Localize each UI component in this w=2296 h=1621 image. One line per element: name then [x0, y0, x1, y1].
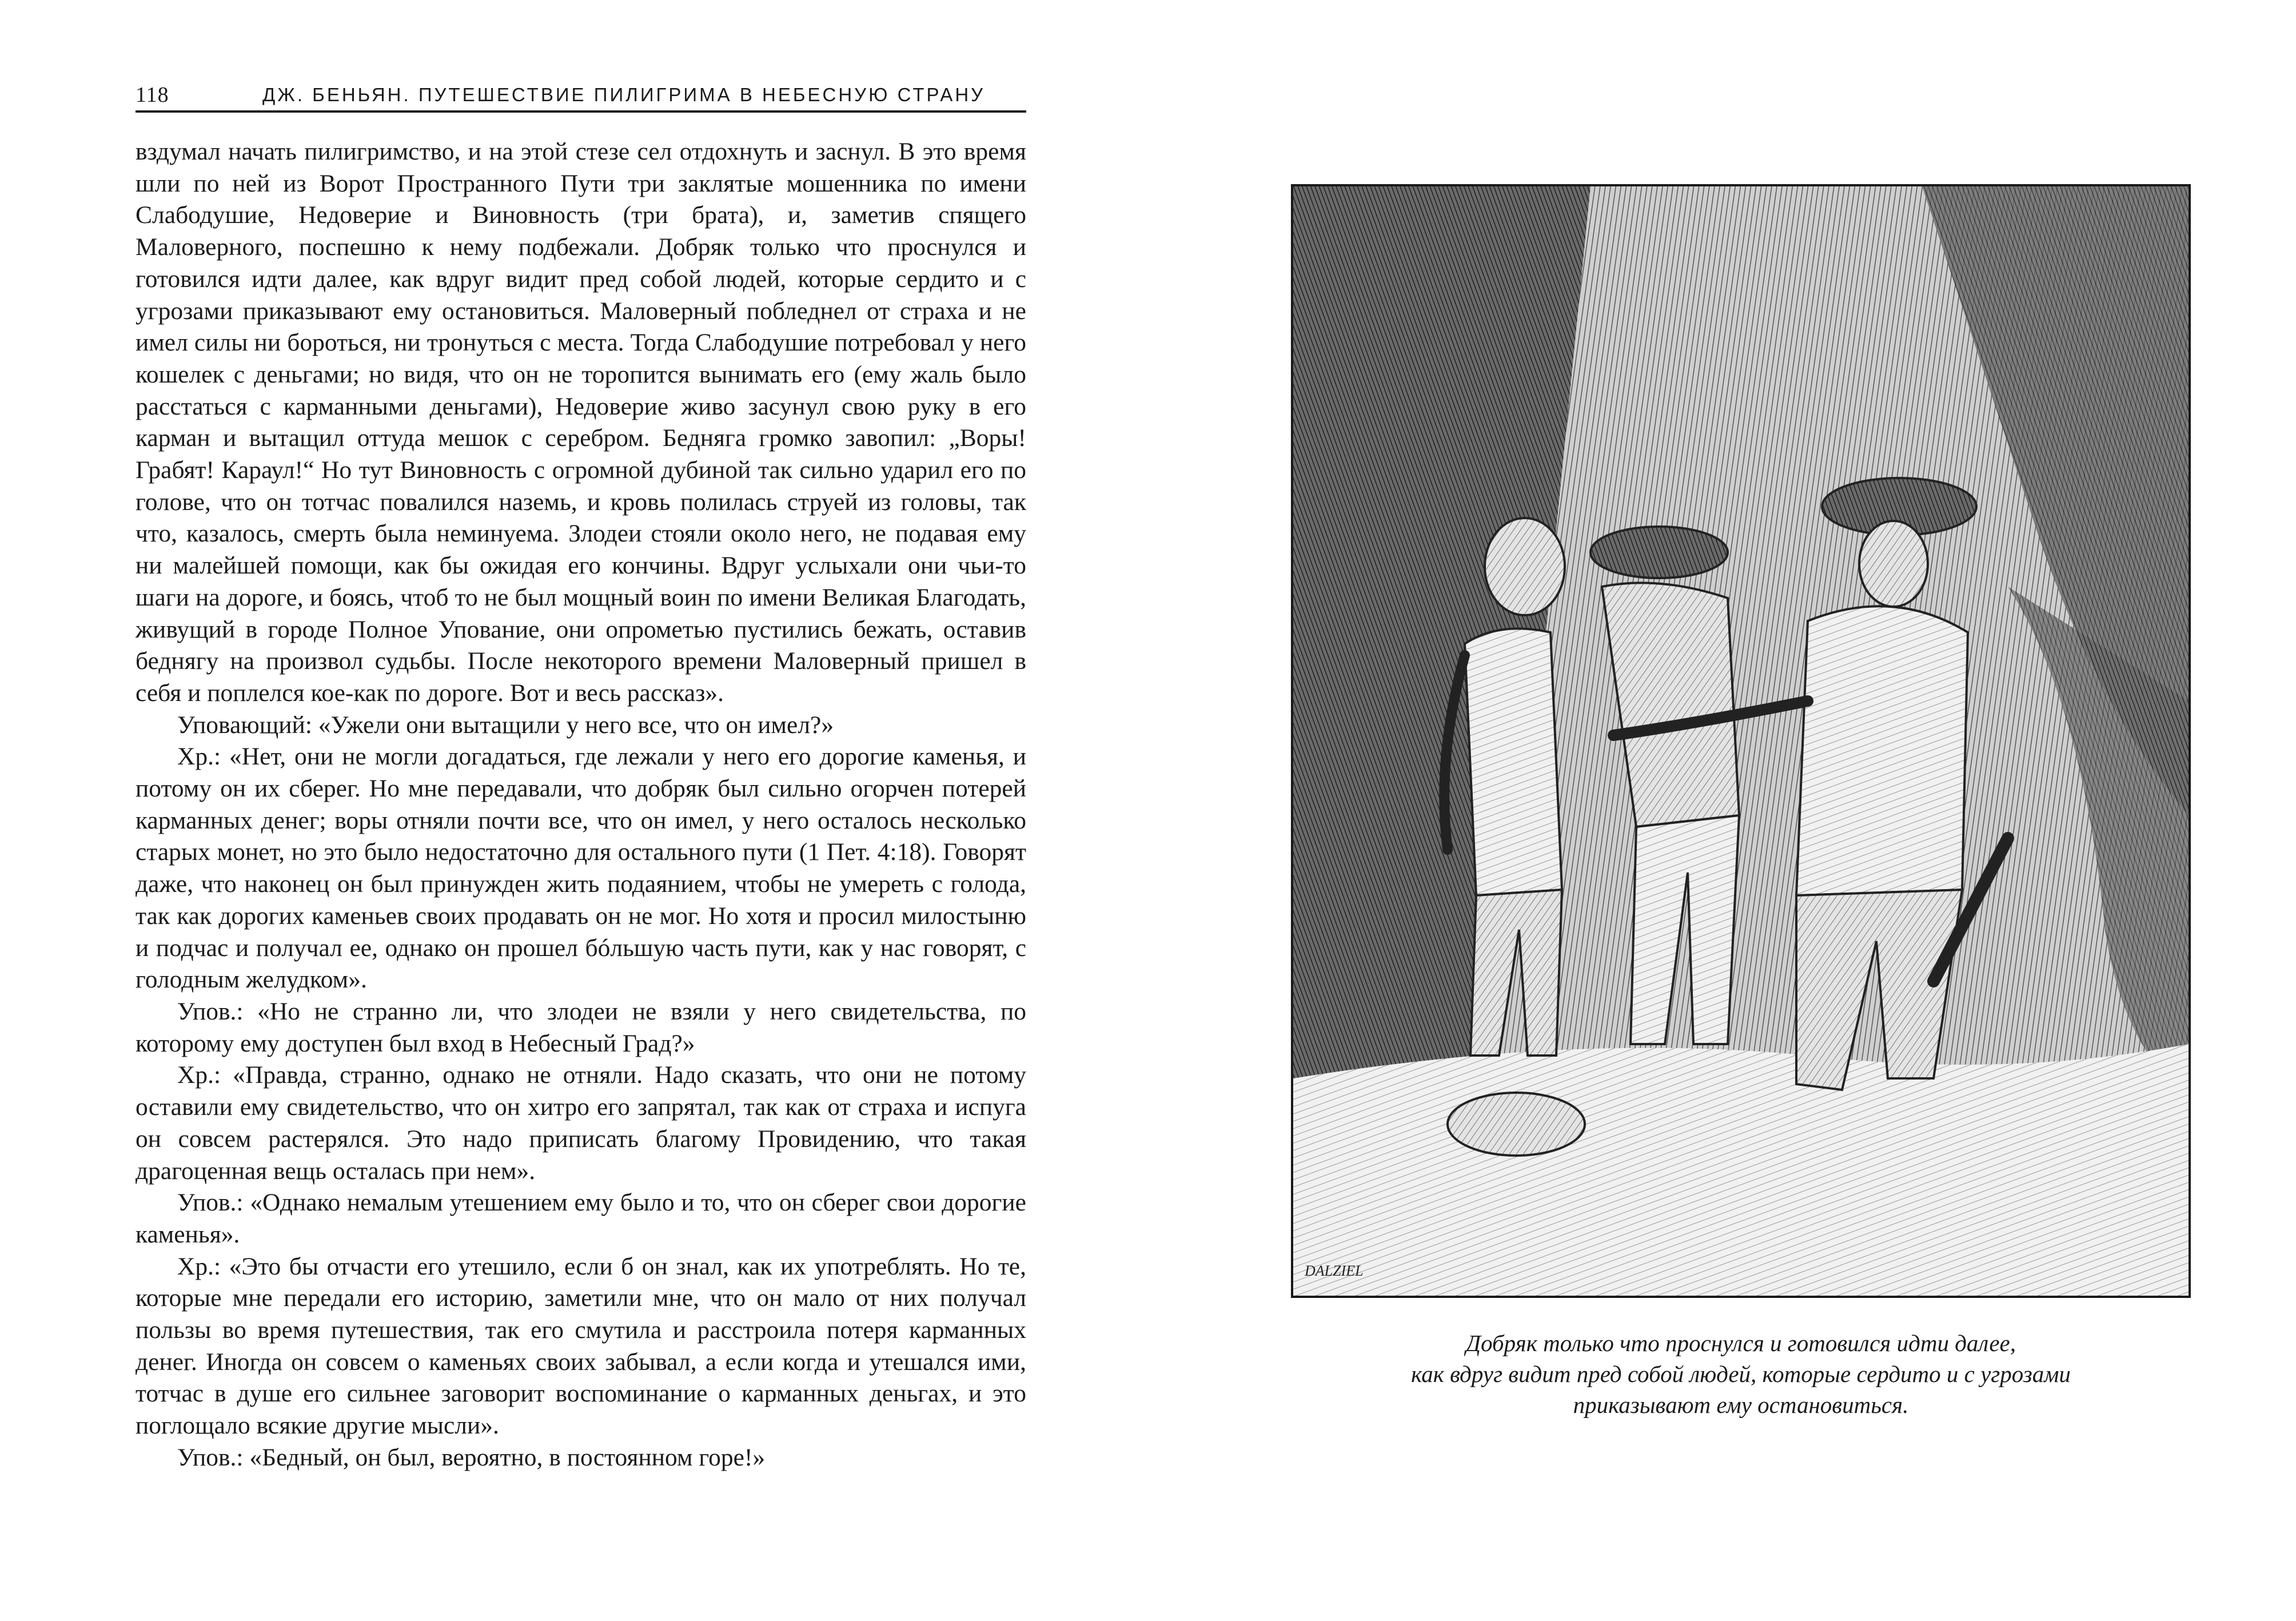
caption-line: Добряк только что проснулся и готовился идти далее, — [1466, 1330, 2016, 1356]
paragraph-dialogue: Хр.: «Правда, странно, однако не отняли. Надо сказать, что они не потому оставили ему свидетельство, что он хитро его запрятал, так как от страха и испуга он совсем растерялся. Это надо приписать благому Провидению, что такая драгоценная вещь осталась при нем». — [135, 1061, 1026, 1185]
body-text — [135, 136, 1026, 1474]
paragraph-dialogue: Упов.: «Бедный, он был, вероятно, в постоянном горе!» — [177, 1443, 766, 1471]
page-number: 118 — [135, 83, 169, 107]
running-head — [135, 81, 1026, 113]
paragraph-dialogue: Упов.: «Однако немалым утешением ему было и то, что он сберег свои дорогие каменья». — [135, 1189, 1026, 1248]
paragraph-dialogue: Уповающий: «Ужели они вытащили у него все, что он имел?» — [177, 711, 834, 739]
caption-line: приказывают ему остановиться. — [1573, 1392, 1909, 1418]
paragraph-narrative: вздумал начать пилигримство, и на этой стезе сел отдохнуть и заснул. В это время шли по ней из Ворот Пространного Пути три заклятые мошенника по имени Слабодушие, Недоверие и Виновность (три брата), и, заметив спящего Маловерного, поспешно к нему подбежали. Добряк только что проснулся и готовился идти далее, как вдруг видит пред собой людей, которые сердито и с угрозами приказывают ему остановиться. Маловерный побледнел от страха и не имел силы ни бороться, ни тронуться с места. Тогда Слабодушие потребовал у него кошелек с деньгами; но видя, что он не торопится вынимать его (ему жаль было расстаться с карманными деньгами), Недоверие живо засунул свою руку в его карман и вытащил оттуда мешок с серебром. Бедняга громко завопил: „Воры! Грабят! Караул!“ Но тут Виновность с огромной дубиной так сильно ударил его по голове, что он тотчас повалился наземь, и кровь полилась струей из головы, так что, казалось, смерть была неминуема. Злодеи стояли около него, не подавая ему ни малейшей помощи, как бы ожидая его кончины. Вдруг услыхали они чьи-то шаги на дороге, и боясь, чтоб то не был мощный воин по имени Великая Благодать, живущий в городе Полное Упование, они опрометью пустились бежать, оставив беднягу на произвол судьбы. После некоторого времени Маловерный пришел в себя и поплелся кое-как по дороге. Вот и весь рассказ». — [135, 138, 1026, 707]
paragraph-dialogue: Упов.: «Но не странно ли, что злодеи не взяли у него свидетельства, по которому ему доступен был вход в Небесный Град?» — [135, 997, 1026, 1057]
engraving-illustration — [1291, 184, 2191, 1298]
right-page — [1148, 0, 2296, 1621]
paragraph-dialogue: Хр.: «Нет, они не могли догадаться, где лежали у него его дорогие каменья, и потому он их сберег. Но мне передавали, что добряк был сильно огорчен потерей карманных денег; воры отняли почти все, что он имел, у него осталось несколько старых монет, но это было недостаточно для остального пути (1 Пет. 4:18). Говорят даже, что наконец он был принужден жить подаянием, чтобы не умереть с голода, так как дорогих каменьев своих продавать он не мог. Но хотя и просил милостыню и подчас и получал ее, однако он прошел бóльшую часть пути, как у нас говорят, с голодным желудком». — [135, 743, 1026, 994]
engraving-picture — [1293, 186, 2189, 1296]
running-title: ДЖ. БЕНЬЯН. ПУТЕШЕСТВИЕ ПИЛИГРИМА В НЕБЕСНУЮ СТРАНУ — [262, 84, 986, 105]
engraver-signature: DALZIEL — [1305, 1262, 1364, 1279]
illustration-caption — [1291, 1328, 2191, 1420]
caption-line: как вдруг видит пред собой людей, которые сердито и с угрозами — [1411, 1361, 2071, 1387]
paragraph-dialogue: Хр.: «Это бы отчасти его утешило, если б он знал, как их употреблять. Но те, которые мне передали его историю, заметили мне, что он мало от них получал пользы во время путешествия, так его смутила и расстроила потеря карманных денег. Иногда он совсем о каменьях своих забывал, а если когда и утешался ими, тотчас в душе его сильнее заговорит воспоминание о карманных деньгах, и это поглощало всякие другие мысли». — [135, 1252, 1026, 1440]
